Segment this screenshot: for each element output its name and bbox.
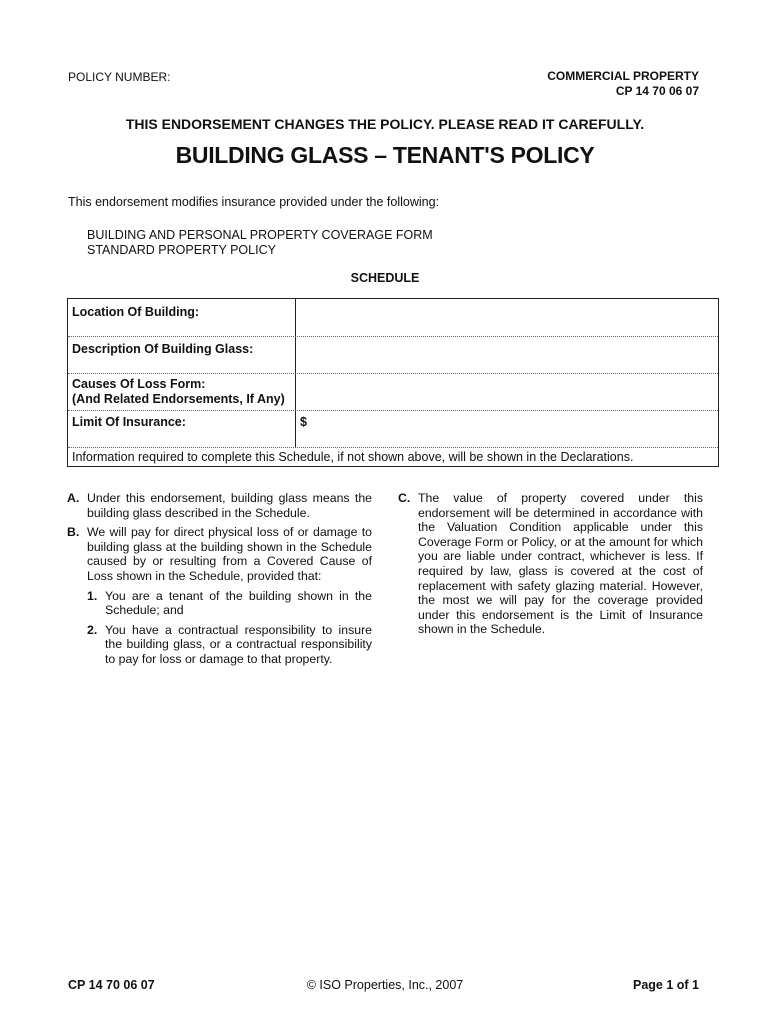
intro-text: This endorsement modifies insurance provided under the following:	[68, 195, 440, 209]
schedule-row-causes	[68, 373, 718, 411]
row-label-line1: Causes Of Loss Form:	[72, 377, 206, 391]
marker: A.	[67, 491, 80, 505]
form-item: BUILDING AND PERSONAL PROPERTY COVERAGE FORM	[87, 228, 433, 242]
paragraph-text: We will pay for direct physical loss of or damage to building glass at the building shown in the Schedule caused by or resulting from a Covered Cause of Loss shown in the Schedule, provided that:	[87, 525, 372, 583]
marker: B.	[67, 525, 80, 540]
schedule-row-limit	[68, 410, 718, 448]
marker: 2.	[87, 622, 98, 637]
marker: 1.	[87, 588, 98, 603]
form-header	[547, 69, 699, 99]
paragraph-b2	[67, 623, 372, 667]
row-label: Location Of Building:	[72, 305, 200, 319]
right-column	[398, 491, 703, 642]
left-column	[67, 491, 372, 672]
paragraph-text: The value of property covered under this endorsement will be determined in accordance with the Valuation Condition applicable under this Coverage Form or Policy, or at the amount for which you are liable under contract, whichever is less. If required by law, glass is covered at the cost of replacement with safety glazing material. However, the most we will pay for the coverage provided under this endorsement is the Limit of Insurance shown in the Schedule.	[418, 491, 703, 637]
schedule-note: Information required to complete this Schedule, if not shown above, will be shown in the Declarations.	[72, 450, 634, 464]
form-code-top: CP 14 70 06 07	[615, 84, 699, 98]
marker: C.	[398, 491, 411, 505]
row-label-line2: (And Related Endorsements, If Any)	[72, 392, 285, 406]
paragraph-b1	[67, 589, 372, 618]
schedule-table	[67, 298, 719, 467]
paragraph-text: You have a contractual responsibility to insure the building glass, or a contractual responsibility to pay for loss or damage to that property.	[105, 622, 372, 666]
policy-number-label: POLICY NUMBER:	[68, 70, 171, 84]
footer-form-code: CP 14 70 06 07	[68, 978, 155, 992]
form-item: STANDARD PROPERTY POLICY	[87, 243, 276, 257]
limit-value[interactable]: $	[300, 415, 307, 429]
paragraph-b	[67, 525, 372, 583]
footer-copyright: © ISO Properties, Inc., 2007	[306, 978, 464, 992]
endorsement-notice: THIS ENDORSEMENT CHANGES THE POLICY. PLEASE READ IT CAREFULLY.	[125, 116, 645, 132]
paragraph-text: You are a tenant of the building shown in the Schedule; and	[105, 588, 372, 618]
schedule-heading: SCHEDULE	[350, 271, 420, 285]
paragraph-c	[398, 491, 703, 637]
schedule-row-description	[68, 336, 718, 374]
row-label: Description Of Building Glass:	[72, 342, 254, 356]
page-title: BUILDING GLASS – TENANT'S POLICY	[175, 142, 595, 168]
forms-list	[87, 228, 433, 258]
footer-page-number: Page 1 of 1	[633, 978, 699, 992]
paragraph-text: Under this endorsement, building glass means the building glass described in the Schedule.	[87, 491, 372, 520]
row-label	[72, 377, 285, 407]
paragraph-a	[67, 491, 372, 520]
schedule-row-location	[68, 299, 718, 337]
coverage-line: COMMERCIAL PROPERTY	[547, 69, 699, 83]
row-label: Limit Of Insurance:	[72, 415, 186, 429]
